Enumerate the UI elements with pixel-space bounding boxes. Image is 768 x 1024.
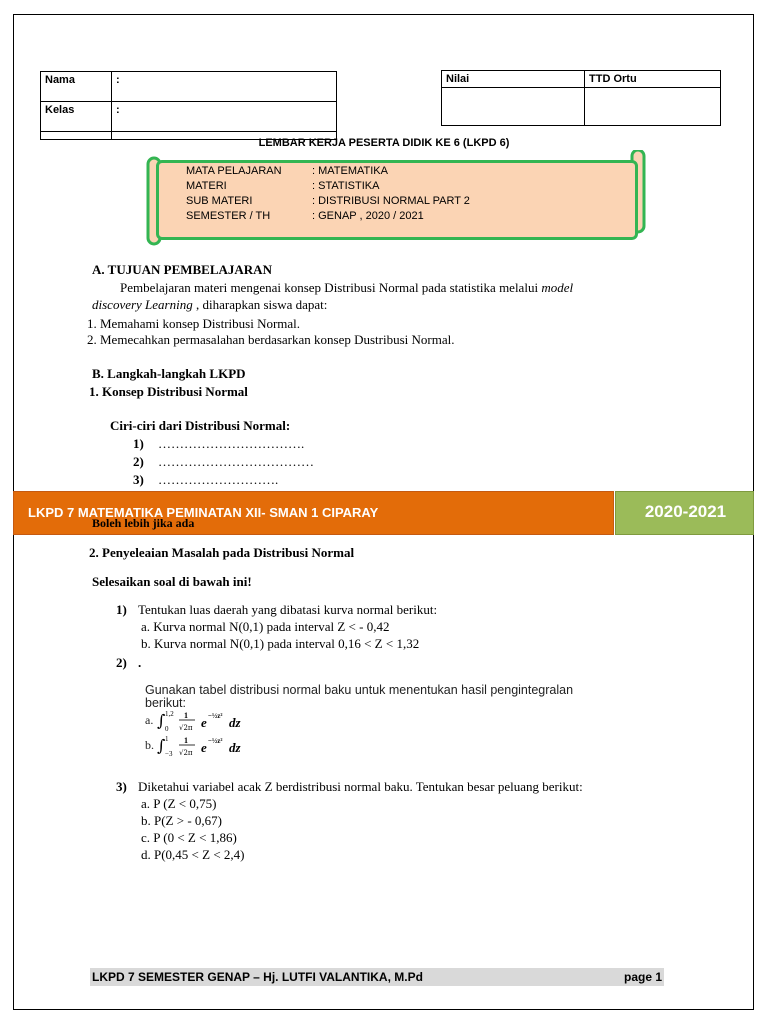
ciri-heading: Ciri-ciri dari Distribusi Normal: <box>110 418 291 433</box>
problem-3-item: a. P (Z < 0,75) <box>141 796 217 811</box>
problem-1-b: b. Kurva normal N(0,1) pada interval 0,16 < Z < 1,32 <box>141 636 420 651</box>
svg-text:1: 1 <box>184 736 188 745</box>
problem-1-a: a. Kurva normal N(0,1) pada interval Z < - 0,42 <box>141 619 390 634</box>
nama-label: Nama <box>41 72 112 102</box>
svg-text:∫: ∫ <box>157 711 166 730</box>
svg-text:e: e <box>201 715 207 730</box>
subsection-1-heading: 1. Konsep Distribusi Normal <box>89 384 248 399</box>
objective-item: 1. Memahami konsep Distribusi Normal. <box>87 316 301 331</box>
svg-text:−½z²: −½z² <box>208 712 223 720</box>
nilai-label: Nilai <box>442 71 585 88</box>
problem-number: 3) <box>116 779 127 794</box>
integral-label: a. <box>145 713 154 727</box>
objective-item: 2. Memecahkan permasalahan berdasarkan konsep Dustribusi Normal. <box>87 332 455 347</box>
problems-instruction: Selesaikan soal di bawah ini! <box>92 574 252 589</box>
problem-2-text: berikut: <box>145 696 186 710</box>
section-a-paragraph-line2 <box>92 297 327 313</box>
integral-lower: −3 <box>165 750 173 758</box>
problem-1-text: Tentukan luas daerah yang dibatasi kurva normal berikut: <box>138 602 438 617</box>
scroll-value: : DISTRIBUSI NORMAL PART 2 <box>312 195 470 207</box>
nama-field[interactable]: : <box>112 72 337 102</box>
scroll-value: : MATEMATIKA <box>312 165 388 177</box>
svg-text:−½z²: −½z² <box>208 737 223 745</box>
scroll-key: SUB MATERI <box>186 195 253 207</box>
scroll-value: : STATISTIKA <box>312 180 380 192</box>
section-b-heading: B. Langkah-langkah LKPD <box>92 366 246 381</box>
svg-text:1: 1 <box>184 711 188 720</box>
problem-2-box <box>143 681 663 761</box>
kelas-field[interactable]: : <box>112 102 337 132</box>
banner-year-block <box>615 491 754 535</box>
scroll-key: MATERI <box>186 180 227 192</box>
identity-table <box>40 71 337 140</box>
integral-a-formula <box>157 709 257 733</box>
problem-number: 1) <box>116 602 127 617</box>
paragraph-italic: discovery Learning <box>92 297 193 312</box>
ciri-number: 2) <box>133 454 144 469</box>
scroll-content <box>186 164 470 224</box>
section-a-heading: A. TUJUAN PEMBELAJARAN <box>92 262 272 277</box>
score-table <box>441 70 721 126</box>
ciri-answer-line[interactable]: ………………………. <box>158 472 279 487</box>
banner-year: 2020-2021 <box>644 502 727 521</box>
integral-a <box>145 713 153 728</box>
paragraph-italic: model <box>541 280 574 295</box>
integral-b <box>145 738 154 753</box>
svg-text:√2π: √2π <box>179 724 193 732</box>
scroll-value: : GENAP , 2020 / 2021 <box>312 210 424 222</box>
kelas-label: Kelas <box>41 102 112 132</box>
worksheet-title: LEMBAR KERJA PESERTA DIDIK KE 6 (LKPD 6) <box>258 137 510 149</box>
integral-lower: 0 <box>165 725 169 733</box>
problem-2-dot: . <box>138 655 142 670</box>
problem-3-text: Diketahui variabel acak Z berdistribusi normal baku. Tentukan besar peluang berikut: <box>138 779 583 794</box>
svg-text:dz: dz <box>229 740 241 755</box>
page-footer <box>90 968 664 986</box>
ttd-field[interactable] <box>585 88 721 126</box>
footer-page-number: page 1 <box>623 970 662 984</box>
footer-author: LKPD 7 SEMESTER GENAP – Hj. LUTFI VALANTIKA, M.Pd <box>92 970 423 984</box>
integral-label: b. <box>145 738 154 752</box>
banner-title: LKPD 7 MATEMATIKA PEMINATAN XII- SMAN 1 CIPARAY <box>28 505 379 520</box>
ciri-number: 1) <box>133 436 144 451</box>
problem-3-item: b. P(Z > - 0,67) <box>141 813 222 828</box>
subsection-2-heading: 2. Penyeleaian Masalah pada Distribusi Normal <box>89 545 355 560</box>
scroll-key: SEMESTER / TH <box>186 210 271 222</box>
svg-text:∫: ∫ <box>157 736 166 755</box>
paragraph-text: , diharapkan siswa dapat: <box>192 297 328 312</box>
svg-text:dz: dz <box>229 715 241 730</box>
problem-number: 2) <box>116 655 127 670</box>
svg-text:√2π: √2π <box>179 749 193 757</box>
ttd-label: TTD Ortu <box>585 71 721 88</box>
svg-text:e: e <box>201 740 207 755</box>
ciri-answer-line[interactable]: ……………………………… <box>158 454 314 469</box>
problem-2-text: Gunakan tabel distribusi normal baku untuk menentukan hasil pengintegralan <box>145 683 574 697</box>
ciri-answer-line[interactable]: ……………………………. <box>158 436 305 451</box>
integral-b-formula <box>157 734 257 758</box>
nilai-field[interactable] <box>442 88 585 126</box>
problem-3-item: c. P (0 < Z < 1,86) <box>141 830 237 845</box>
section-a-paragraph <box>120 280 573 296</box>
problem-3-item: d. P(0,45 < Z < 2,4) <box>141 847 245 862</box>
subject-scroll <box>146 150 646 246</box>
paragraph-text: Pembelajaran materi mengenai konsep Distribusi Normal pada statistika melalui <box>120 280 542 295</box>
integral-upper: 1,2 <box>165 710 174 718</box>
boleh-note: Boleh lebih jika ada <box>92 516 195 530</box>
integral-upper: 1 <box>165 735 169 743</box>
ciri-number: 3) <box>133 472 144 487</box>
scroll-key: MATA PELAJARAN <box>186 165 282 177</box>
